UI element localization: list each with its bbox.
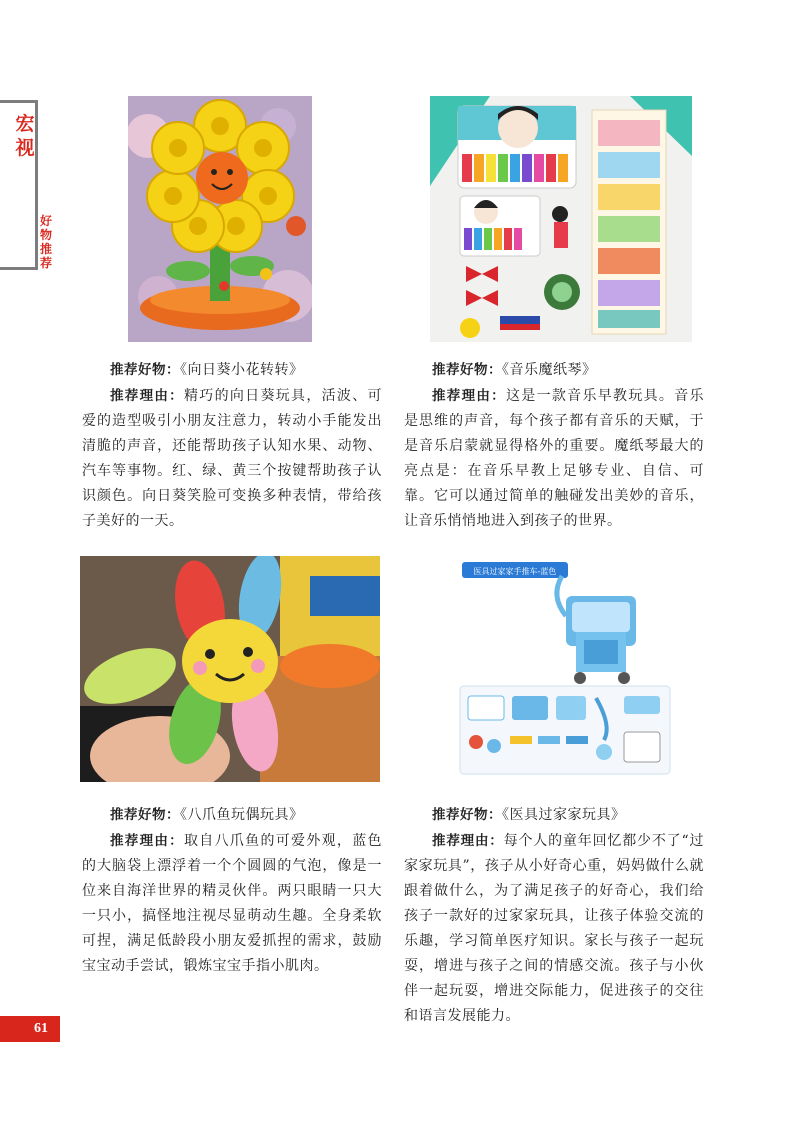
item-name-line — [404, 803, 704, 828]
item-reason: 精巧的向日葵玩具，活波、可爱的造型吸引小朋友注意力，转动小手能发出清脆的声音，还能帮助孩子认知水果、动物、汽车等事物。红、绿、黄三个按键帮助孩子认识颜色。向日葵笑脸可变换多种表情，带给孩子美好的一天。 — [82, 388, 383, 529]
name-label: 推荐好物： — [432, 807, 502, 823]
column-title-char: 宏 — [15, 113, 35, 135]
item-reason: 每个人的童年回忆都少不了“过家家玩具”，孩子从小好奇心重，妈妈做什么就跟着做什么，为了满足孩子的好奇心，我们给孩子一款好的过家家玩具，让孩子体验交流的乐趣，学习简单医疗知识。家长与孩子一起玩耍，增进与孩子之间的情感交流。孩子与小伙伴一起玩耍，增进交际能力，促进孩子的交往和语言发展能力。 — [404, 833, 704, 1024]
reason-label: 推荐理由： — [110, 833, 184, 849]
recommendation-item — [404, 803, 704, 1029]
product-image-caption: 医具过家家手推车-蓝色 — [473, 567, 557, 576]
sunflower-toy-photo — [128, 96, 312, 342]
item-name-line — [82, 358, 382, 383]
reason-label: 推荐理由： — [110, 388, 184, 404]
column-subtitle — [38, 214, 54, 270]
item-reason-paragraph — [82, 829, 382, 979]
column-subtitle-char: 物 — [39, 228, 52, 242]
name-label: 推荐好物： — [110, 362, 180, 378]
item-reason: 取自八爪鱼的可爱外观，蓝色的大脑袋上漂浮着一个个圆圆的气泡，像是一位来自海洋世界的精灵伙伴。两只眼睛一只大一只小，搞怪地注视尽显萌动生趣。全身柔软可捏，满足低龄段小朋友爱抓捏的需求，鼓励宝宝动手尝试，锻炼宝宝手指小肌肉。 — [82, 833, 383, 974]
item-name: 《医具过家家玩具》 — [502, 807, 626, 823]
recommendation-item — [82, 803, 382, 979]
column-subtitle-char: 荐 — [39, 256, 52, 270]
item-name: 《音乐魔纸琴》 — [502, 362, 597, 378]
item-reason-paragraph — [404, 384, 704, 534]
name-label: 推荐好物： — [432, 362, 502, 378]
item-reason-paragraph — [82, 384, 382, 534]
item-name: 《向日葵小花转转》 — [180, 362, 304, 378]
item-reason-paragraph — [404, 829, 704, 1029]
column-subtitle-char: 好 — [39, 214, 52, 228]
music-paper-piano-photo — [430, 96, 692, 342]
column-title — [14, 112, 36, 160]
doctor-play-set-photo — [454, 556, 676, 782]
item-reason: 这是一款音乐早教玩具。音乐是思维的声音，每个孩子都有音乐的天赋，于是音乐启蒙就显得格外的重要。魔纸琴最大的亮点是：在音乐早教上足够专业、自信、可靠。它可以通过简单的触碰发出美妙的音乐，让音乐悄悄地进入到孩子的世界。 — [404, 388, 705, 529]
name-label: 推荐好物： — [110, 807, 180, 823]
item-name-line — [82, 803, 382, 828]
column-subtitle-char: 推 — [39, 242, 52, 256]
item-name: 《八爪鱼玩偶玩具》 — [180, 807, 304, 823]
recommendation-item — [404, 358, 704, 534]
octopus-plush-photo — [80, 556, 380, 782]
item-name-line — [404, 358, 704, 383]
reason-label: 推荐理由： — [432, 833, 504, 849]
page-number: 61 — [0, 1016, 60, 1042]
column-title-char: 视 — [15, 137, 35, 159]
reason-label: 推荐理由： — [432, 388, 506, 404]
recommendation-item — [82, 358, 382, 534]
